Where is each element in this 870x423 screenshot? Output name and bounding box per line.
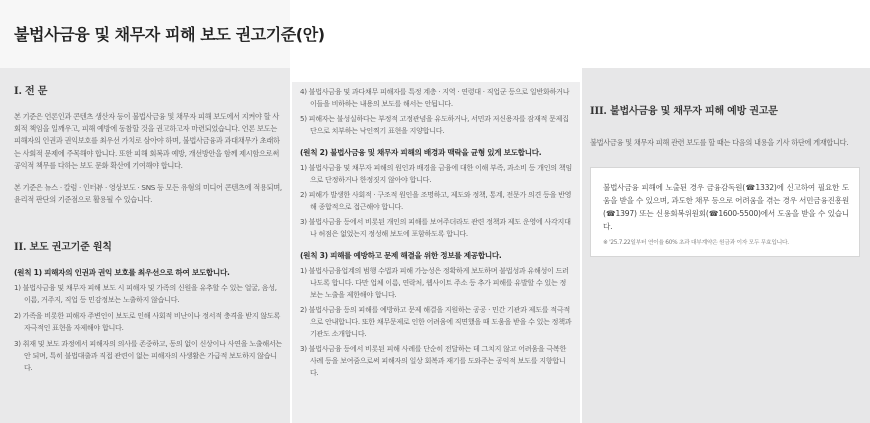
principle-3-title: (원칙 3) 피해를 예방하고 문제 해결을 위한 정보를 제공합니다.: [300, 251, 502, 260]
principle-item: 2) 불법사금융 등의 피해를 예방하고 문제 해결을 지원하는 공공 · 민간 기관과 제도를 적극적으로 안내합니다. 또한 채무문제로 인한 어려움에 직면했을 때 도움을 받을 수 있는 정책과 기관도 소개합니다.: [300, 305, 572, 338]
principle-2-title: (원칙 2) 불법사금융 및 채무자 피해의 배경과 맥락을 균형 있게 보도합니다.: [300, 148, 542, 157]
principle-item: 3) 불법사금융 등에서 비롯된 개인의 피해를 보여주더라도 관련 정책과 제도 운영에 사각지대나 허점은 없었는지 정성해 보도에 포함하도록 합니다.: [300, 217, 571, 238]
column-left: [0, 68, 290, 423]
principle-item: 3) 불법사금융 등에서 비롯된 피해 사례를 단순히 전달하는 데 그치지 않고 어려움을 극복한 사례 등을 보여줌으로써 피해자의 일상 회복과 재기를 도와주는 공익적 보도를 지향합니다.: [300, 344, 567, 377]
section-prevention-heading: III. 불법사금융 및 채무자 피해 예방 권고문: [590, 106, 778, 117]
principle-1-title: (원칙 1) 피해자의 인권과 권익 보호를 최우선으로 하여 보도합니다.: [14, 268, 230, 278]
document-title: 불법사금융 및 채무자 피해 보도 권고기준(안): [14, 25, 325, 44]
section-preamble-heading: I. 전 문: [14, 86, 48, 97]
principle-item: 1) 불법사금융 및 채무자 피해 보도 시 피해자 및 가족의 신원을 유추할 수 있는 얼굴, 음성, 이름, 거주지, 직업 등 민감정보는 노출하지 않습니다.: [14, 283, 277, 305]
notice-text: 불법사금융 피해에 노출된 경우 금융감독원(☎1332)에 신고하여 필요한 도움을 받을 수 있으며, 과도한 채무 등으로 어려움을 겪는 경우 서민금융진흥원(☎1397) 또는 신용회복위원회(☎1600-5500)에서 도움을 받을 수 있습니다.: [603, 183, 849, 232]
principle-item: 3) 취재 및 보도 과정에서 피해자의 의사를 존중하고, 동의 없이 신상이나 사연을 노출해서는 안 되며, 특히 불법대출과 직접 관련이 없는 피해자의 사생활은 가급적 보도하지 않습니다.: [14, 339, 282, 373]
title-bar: [0, 0, 325, 68]
principle-item: 5) 피해자는 불성실하다는 부정적 고정관념을 유도하거나, 서민과 저신용자를 잠재적 문제집단으로 치부하는 낙인찍기 표현을 지양합니다.: [300, 114, 569, 135]
preamble-paragraph: 본 기준은 뉴스 · 칼럼 · 인터뷰 · 영상보도 · SNS 등 모든 유형의 미디어 콘텐츠에 적용되며, 윤리적 판단의 기준점으로 활용될 수 있습니다.: [14, 183, 282, 205]
preamble-paragraph: 본 기준은 언론인과 콘텐츠 생산자 등이 불법사금융 및 채무자 피해 보도에서 지켜야 할 사회적 책임을 일깨우고, 피해 예방에 동참할 것을 권고하고자 마련되었습니다. 언론 보도는 피해자의 인권과 권익보호를 최우선 가치로 삼아야 하며, 불법사금융과 과대채무가 초래하는 사회적 문제에 주목해야 합니다. 또한 피해 회복과 예방, 개선방안을 함께 제시함으로써 공익적 책무를 다하는 보도 문화 확산에 기여해야 합니다.: [14, 112, 280, 170]
column-right: [582, 68, 870, 423]
principle-item: 2) 가족을 비롯한 피해자 주변인이 보도로 인해 사회적 비난이나 정서적 충격을 받지 않도록 자극적인 표현을 자제해야 합니다.: [14, 311, 281, 333]
notice-box: [590, 167, 860, 257]
principle-item: 1) 불법사금융업계의 범행 수법과 피해 가능성은 정확하게 보도하며 불법성과 유해성이 드러나도록 합니다. 다만 업체 이름, 연락처, 웹사이트 주소 등 추가 피해를 유발할 수 있는 정보는 노출을 제한해야 합니다.: [300, 266, 569, 299]
section-principles-heading: II. 보도 권고기준 원칙: [14, 242, 112, 254]
prevention-intro: 불법사금융 및 채무자 피해 관련 보도를 할 때는 다음의 내용을 기사 하단에 게재합니다.: [590, 138, 849, 147]
column-middle: [292, 82, 580, 423]
notice-footnote: ※ '25.7.22일부터 연이율 60% 초과 대부계약은 원금과 이자 모두 무효입니다.: [603, 240, 789, 247]
principle-item: 4) 불법사금융 및 과다채무 피해자를 특정 계층 · 지역 · 연령대 · 직업군 등으로 일반화하거나 이들을 비하하는 내용의 보도를 해서는 안됩니다.: [300, 87, 570, 108]
principle-item: 2) 피해가 발생한 사회적 · 구조적 원인을 조명하고, 제도와 정책, 통계, 전문가 의견 등을 반영해 종합적으로 접근해야 합니다.: [300, 190, 572, 211]
principle-item: 1) 불법사금융 및 채무자 피해의 원인과 배경을 금융에 대한 이해 부족, 과소비 등 개인의 책임으로 단정하거나 한정짓지 않아야 합니다.: [300, 163, 572, 184]
